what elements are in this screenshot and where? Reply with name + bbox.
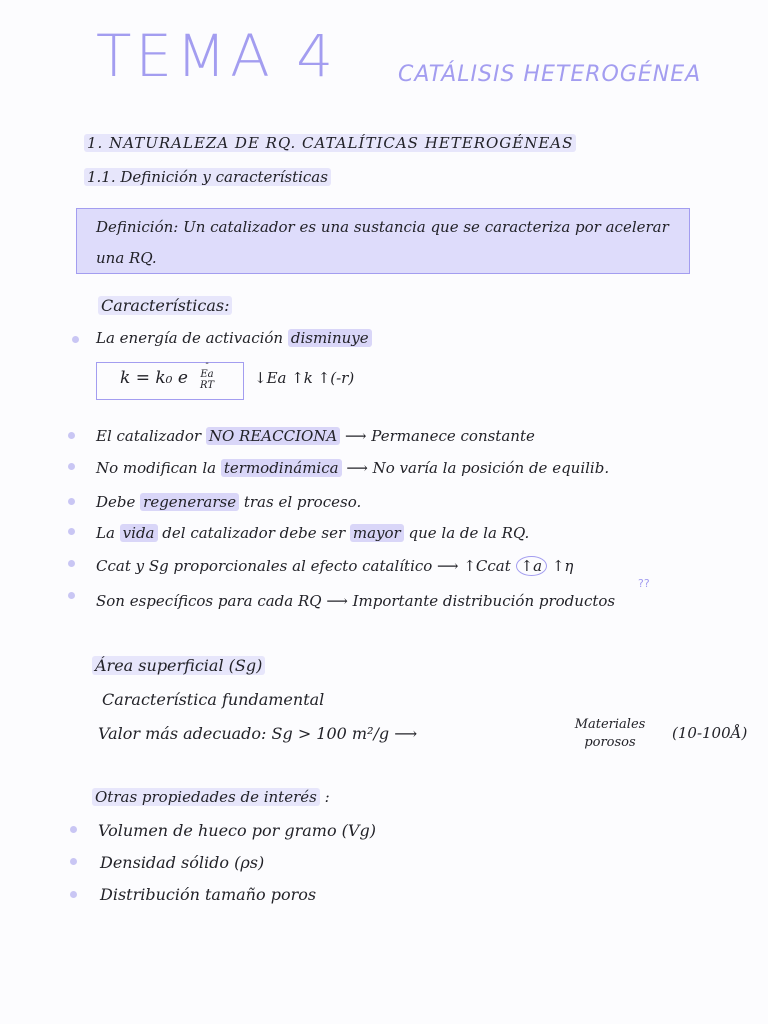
- arrhenius-formula: [120, 358, 215, 391]
- list-item-text: La: [96, 524, 120, 542]
- bullet-icon: [72, 336, 79, 343]
- list-item-text: tras el proceso.: [239, 493, 362, 511]
- bullet-icon: [70, 858, 77, 865]
- area-line-2: Valor más adecuado: Sg > 100 m²/g ⟶: [98, 724, 418, 743]
- formula-exponent: [200, 358, 214, 391]
- subsection-heading-text: 1.1. Definición y características: [84, 168, 331, 186]
- bullet-icon: [70, 826, 77, 833]
- list-item-regenerarse: [96, 493, 361, 511]
- formula-exp-num: -Ea: [200, 358, 214, 380]
- subsection-heading: [84, 168, 331, 186]
- circled-annotation: ↑a: [516, 556, 548, 576]
- list-item-text: El catalizador: [96, 427, 206, 445]
- area-heading-text: Área superficial (Sg): [92, 656, 265, 675]
- page-subtitle: CATÁLISIS HETEROGÉNEA: [398, 62, 702, 87]
- section-heading: 1. NATURALEZA DE RQ. CATALÍTICAS HETEROGÉNEAS: [84, 134, 576, 152]
- bullet-icon: [68, 592, 75, 599]
- list-item-text: No modifican la: [96, 459, 221, 477]
- formula-base: k = k₀ e: [120, 368, 188, 388]
- list-item-no-reacciona: [96, 427, 535, 445]
- list-item-vida: [96, 524, 529, 542]
- list-item-text: ⟶ Permanece constante: [345, 427, 535, 445]
- list-item-energy: [96, 329, 372, 347]
- other-properties-heading-text: Otras propiedades de interés: [92, 788, 320, 806]
- list-item-text: La energía de activación: [96, 329, 288, 347]
- list-item-ccat: [96, 556, 573, 576]
- highlight: regenerarse: [140, 493, 239, 511]
- formula-effects: ↓Ea ↑k ↑(-r): [254, 369, 355, 387]
- materiales-porosos: Materiales porosos: [574, 717, 646, 750]
- highlight: disminuye: [288, 329, 372, 347]
- question-marks: ??: [638, 577, 650, 590]
- list-item-volumen: Volumen de hueco por gramo (Vg): [98, 821, 376, 840]
- list-item-distribucion: Distribución tamaño poros: [100, 885, 317, 904]
- bullet-icon: [68, 463, 75, 470]
- bullet-icon: [70, 891, 77, 898]
- list-item-text: que la de la RQ.: [403, 524, 530, 542]
- highlight: NO REACCIONA: [206, 427, 340, 445]
- list-item-especificos: Son específicos para cada RQ ⟶ Importante distribución productos: [96, 592, 616, 610]
- list-item-text: ↑η: [547, 557, 574, 575]
- bullet-icon: [68, 498, 75, 505]
- highlight: mayor: [350, 524, 404, 542]
- other-properties-heading: Otras propiedades de interés :: [92, 788, 330, 806]
- characteristics-heading: [98, 296, 232, 315]
- page-title: TEMA 4: [96, 22, 338, 90]
- list-item-text: Ccat y Sg proporcionales al efecto catalítico ⟶ ↑Ccat: [96, 557, 516, 575]
- bullet-icon: [68, 528, 75, 535]
- area-heading: [92, 656, 265, 675]
- list-item-densidad: Densidad sólido (ρs): [100, 853, 265, 872]
- highlight: termodinámica: [221, 459, 342, 477]
- list-item-termodinamica: [96, 459, 609, 477]
- list-item-text: del catalizador debe ser: [157, 524, 350, 542]
- area-line-1: Característica fundamental: [102, 690, 325, 709]
- highlight: vida: [120, 524, 158, 542]
- definition-text: Definición: Un catalizador es una sustancia que se caracteriza por acelerar una RQ.: [96, 218, 669, 267]
- bullet-icon: [68, 560, 75, 567]
- list-item-text: ⟶ No varía la posición de equilib.: [346, 459, 610, 477]
- list-item-text: Debe: [96, 493, 141, 511]
- pore-range: (10-100Å): [672, 724, 748, 742]
- bullet-icon: [68, 432, 75, 439]
- formula-exp-den: RT: [200, 380, 215, 391]
- characteristics-heading-text: Características:: [98, 296, 232, 315]
